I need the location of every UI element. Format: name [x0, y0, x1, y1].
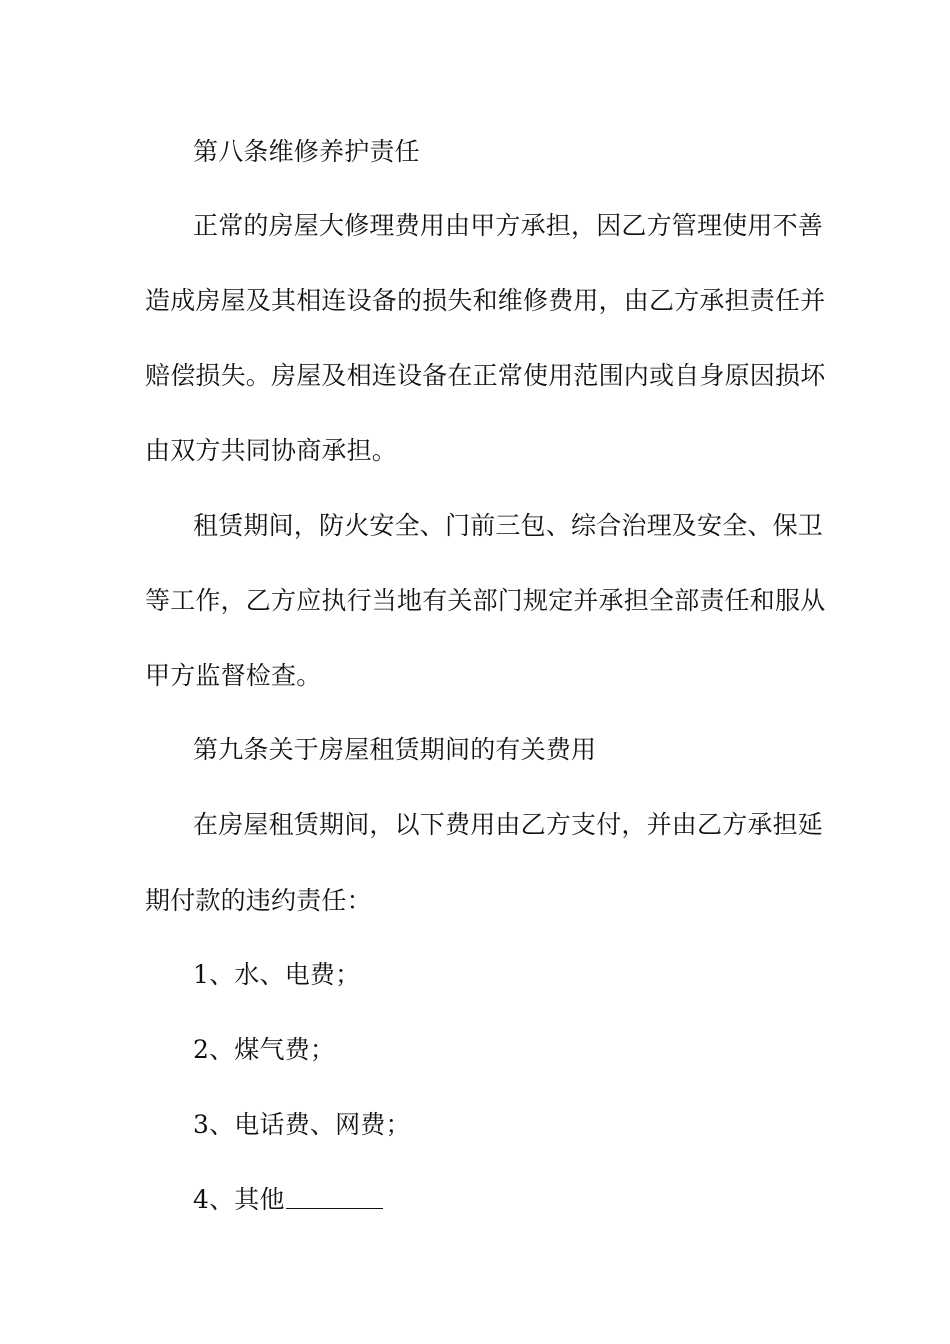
- fee-item-3: 3、电话费、网费；: [193, 1110, 411, 1139]
- article-8-paragraph-1-line-3: 赔偿损失。房屋及相连设备在正常使用范围内或自身原因损坏: [145, 361, 826, 390]
- fee-item-4: [193, 1183, 383, 1217]
- fee-item-1: 1、水、电费；: [193, 960, 361, 989]
- article-9-paragraph-1-line-1: 在房屋租赁期间，以下费用由乙方支付，并由乙方承担延: [193, 810, 824, 839]
- article-8-paragraph-1-line-2: 造成房屋及其相连设备的损失和维修费用，由乙方承担责任并: [145, 286, 826, 315]
- article-9-heading: 第九条关于房屋租赁期间的有关费用: [193, 735, 597, 764]
- article-8-heading: 第八条维修养护责任: [193, 137, 420, 166]
- article-8-paragraph-1-line-4: 由双方共同协商承担。: [145, 436, 398, 465]
- article-8-paragraph-2-line-1: 租赁期间，防火安全、门前三包、综合治理及安全、保卫: [193, 511, 824, 540]
- article-8-paragraph-1-line-1: 正常的房屋大修理费用由甲方承担，因乙方管理使用不善: [193, 211, 824, 240]
- article-8-paragraph-2-line-3: 甲方监督检查。: [145, 661, 322, 690]
- fee-item-4-label: 4、其他: [193, 1185, 285, 1214]
- article-9-paragraph-1-line-2: 期付款的违约责任：: [145, 886, 372, 915]
- article-8-paragraph-2-line-2: 等工作，乙方应执行当地有关部门规定并承担全部责任和服从: [145, 586, 826, 615]
- fee-item-2: 2、煤气费；: [193, 1035, 336, 1064]
- fill-in-blank-line: [286, 1183, 383, 1209]
